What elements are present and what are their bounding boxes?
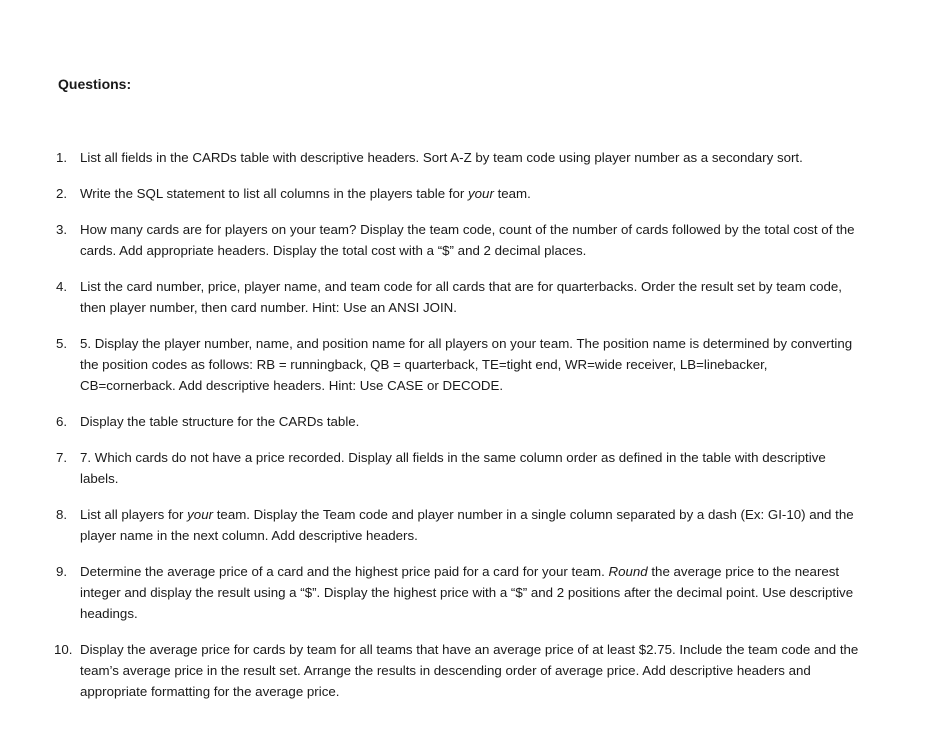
question-item bbox=[56, 561, 866, 624]
question-number: 3. bbox=[56, 222, 68, 237]
question-item bbox=[56, 183, 866, 204]
question-number: 6. bbox=[56, 414, 68, 429]
emphasis-text: your bbox=[187, 507, 214, 522]
question-text bbox=[80, 561, 866, 624]
text-segment: Display the table structure for the CARDs table. bbox=[80, 414, 360, 429]
question-number: 5. bbox=[56, 336, 68, 351]
question-number: 2. bbox=[56, 186, 68, 201]
question-number: 10. bbox=[54, 642, 73, 657]
question-item bbox=[56, 639, 866, 702]
text-segment: Determine the average price of a card and the highest price paid for a card for your team. bbox=[80, 564, 609, 579]
question-item bbox=[56, 411, 866, 432]
question-text bbox=[80, 219, 866, 261]
text-segment: team. bbox=[493, 186, 531, 201]
question-number: 1. bbox=[56, 150, 68, 165]
question-number: 4. bbox=[56, 279, 68, 294]
question-text bbox=[80, 183, 866, 204]
page-heading: Questions: bbox=[58, 76, 132, 92]
question-number: 8. bbox=[56, 507, 68, 522]
question-number: 9. bbox=[56, 564, 68, 579]
question-text bbox=[80, 147, 866, 168]
question-item bbox=[56, 147, 866, 168]
question-item bbox=[56, 504, 866, 546]
question-number: 7. bbox=[56, 450, 68, 465]
question-text bbox=[80, 276, 866, 318]
question-text bbox=[80, 504, 866, 546]
emphasis-text: Round bbox=[608, 564, 648, 579]
question-item bbox=[56, 447, 866, 489]
question-text bbox=[80, 447, 866, 489]
question-text bbox=[80, 411, 866, 432]
question-text bbox=[80, 333, 866, 396]
text-segment: team. Display the Team code and player number in a single column separated by a dash (Ex: GI-10) and the player name in the next column. Add descriptive headers. bbox=[80, 507, 854, 543]
text-segment: List all fields in the CARDs table with descriptive headers. Sort A-Z by team code using player number as a secondary sort. bbox=[80, 150, 803, 165]
text-segment: Display the average price for cards by team for all teams that have an average price of at least $2.75. Include the team code and the team’s average price in the result set. Arrange the results in descending order of average price. Add descriptive headers and appropriate formatting for the average price. bbox=[80, 642, 859, 699]
question-list bbox=[56, 147, 866, 717]
text-segment: List the card number, price, player name, and team code for all cards that are for quarterbacks. Order the result set by team code, then player number, then card number. Hint: Use an ANSI JOIN. bbox=[80, 279, 842, 315]
question-item bbox=[56, 333, 866, 396]
text-segment: List all players for bbox=[80, 507, 188, 522]
question-item bbox=[56, 219, 866, 261]
question-text bbox=[80, 639, 866, 702]
text-segment: the average price to the nearest integer and display the result using a “$”. Display the highest price with a “$” and 2 positions after the decimal point. Use descriptive headings. bbox=[80, 564, 854, 621]
text-segment: How many cards are for players on your team? Display the team code, count of the number of cards followed by the total cost of the cards. Add appropriate headers. Display the total cost with a “$” and 2 decimal places. bbox=[80, 222, 855, 258]
question-item bbox=[56, 276, 866, 318]
text-segment: 5. Display the player number, name, and position name for all players on your team. The position name is determined by converting the position codes as follows: RB = runningback, QB = quarterback, TE=tight end, WR=wide receiver, LB=linebacker, CB=cornerback. Add descriptive headers. Hint: Use CASE or DECODE. bbox=[80, 336, 853, 393]
emphasis-text: your bbox=[468, 186, 494, 201]
text-segment: Write the SQL statement to list all columns in the players table for bbox=[80, 186, 468, 201]
text-segment: 7. Which cards do not have a price recorded. Display all fields in the same column order as defined in the table with descriptive labels. bbox=[80, 450, 826, 486]
